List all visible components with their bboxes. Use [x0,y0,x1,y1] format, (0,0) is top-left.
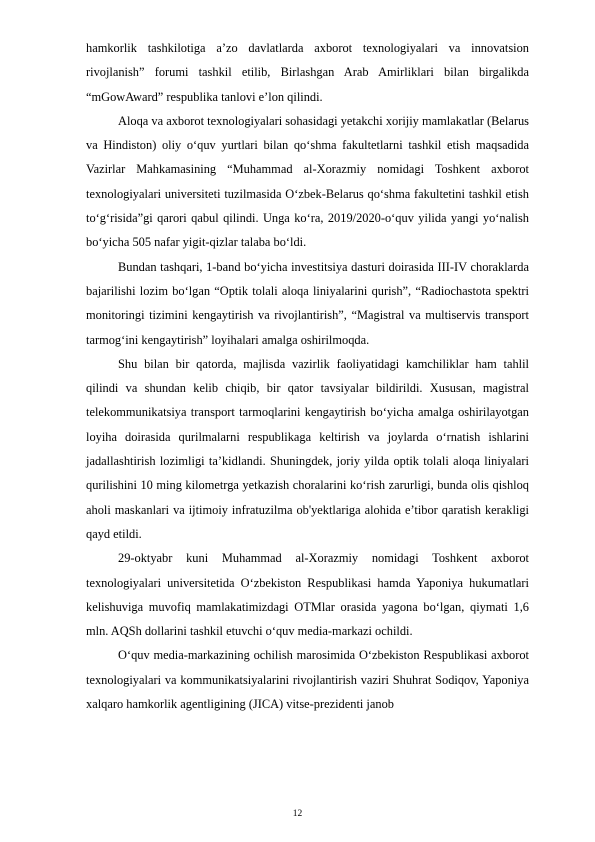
document-body [86,36,529,716]
paragraph-3: Bundan tashqari, 1-band bo‘yicha investitsiya dasturi doirasida III-IV choraklarda bajarilishi lozim bo‘lgan “Optik tolali aloqa liniyalarini qurish”, “Radiochastota spektri monitoringi tizimini kengaytirish va rivojlantirish”, “Magistral va multiservis transport tarmog‘ini kengaytirish” loyihalari amalga oshirilmoqda. [86,259,529,347]
paragraph-6: O‘quv media-markazining ochilish marosimida O‘zbekiston Respublikasi axborot texnologiyalari va kommunikatsiyalarini rivojlantirish vaziri Shuhrat Sodiqov, Yaponiya xalqaro hamkorlik agentligining (JICA) vitse-prezidenti janob [86,648,529,712]
paragraph-5: 29-oktyabr kuni Muhammad al-Xorazmiy nomidagi Toshkent axborot texnologiyalari universitetida O‘zbekiston Respublikasi hamda Yaponiya hukumatlari kelishuviga muvofiq mamlakatimizdagi OTMlar orasida yagona bo‘lgan, qiymati 1,6 mln. AQSh dollarini tashkil etuvchi o‘quv media-markazi ochildi. [86,551,529,639]
paragraph-2: Aloqa va axborot texnologiyalari sohasidagi yetakchi xorijiy mamlakatlar (Belarus va Hindiston) oliy o‘quv yurtlari bilan qo‘shma fakultetlarni tashkil etish maqsadida Vazirlar Mahkamasining “Muhammad al-Xorazmiy nomidagi Toshkent axborot texnologiyalari universiteti tuzilmasida O‘zbek-Belarus qo‘shma fakultetini tashkil etish to‘g‘risida”gi qarori qabul qilindi. Unga ko‘ra, 2019/2020-o‘quv yilida yangi yo‘nalish bo‘yicha 505 nafar yigit-qizlar talaba bo‘ldi. [86,113,529,250]
paragraph-1: hamkorlik tashkilotiga a’zo davlatlarda axborot texnologiyalari va innovatsion rivojlanish” forumi tashkil etilib, Birlashgan Arab Amirliklari bilan birgalikda “mGowAward” respublika tanlovi e’lon qilindi. [86,41,529,104]
paragraph-4: Shu bilan bir qatorda, majlisda vazirlik faoliyatidagi kamchiliklar ham tahlil qilindi va shundan kelib chiqib, bir qator tavsiyalar bildirildi. Xususan, magistral telekommunikatsiya transport tarmoqlarini kengaytirish bo‘yicha amalga oshirilayotgan loyiha doirasida qurilmalarni respublikaga keltirish va joylarda o‘rnatish ishlarini jadallashtirish lozimligi ta’kidlandi. Shuningdek, joriy yilda optik tolali aloqa liniyalari qurilishini 10 ming kilometrga yetkazish choralarini ko‘rish zarurligi, bunda olis qishloq aholi maskanlari va ijtimoiy infratuzilma ob'yektlariga alohida e’tibor qaratish kerakligi qayd etildi. [86,356,529,541]
page-number: 12 [292,809,303,819]
